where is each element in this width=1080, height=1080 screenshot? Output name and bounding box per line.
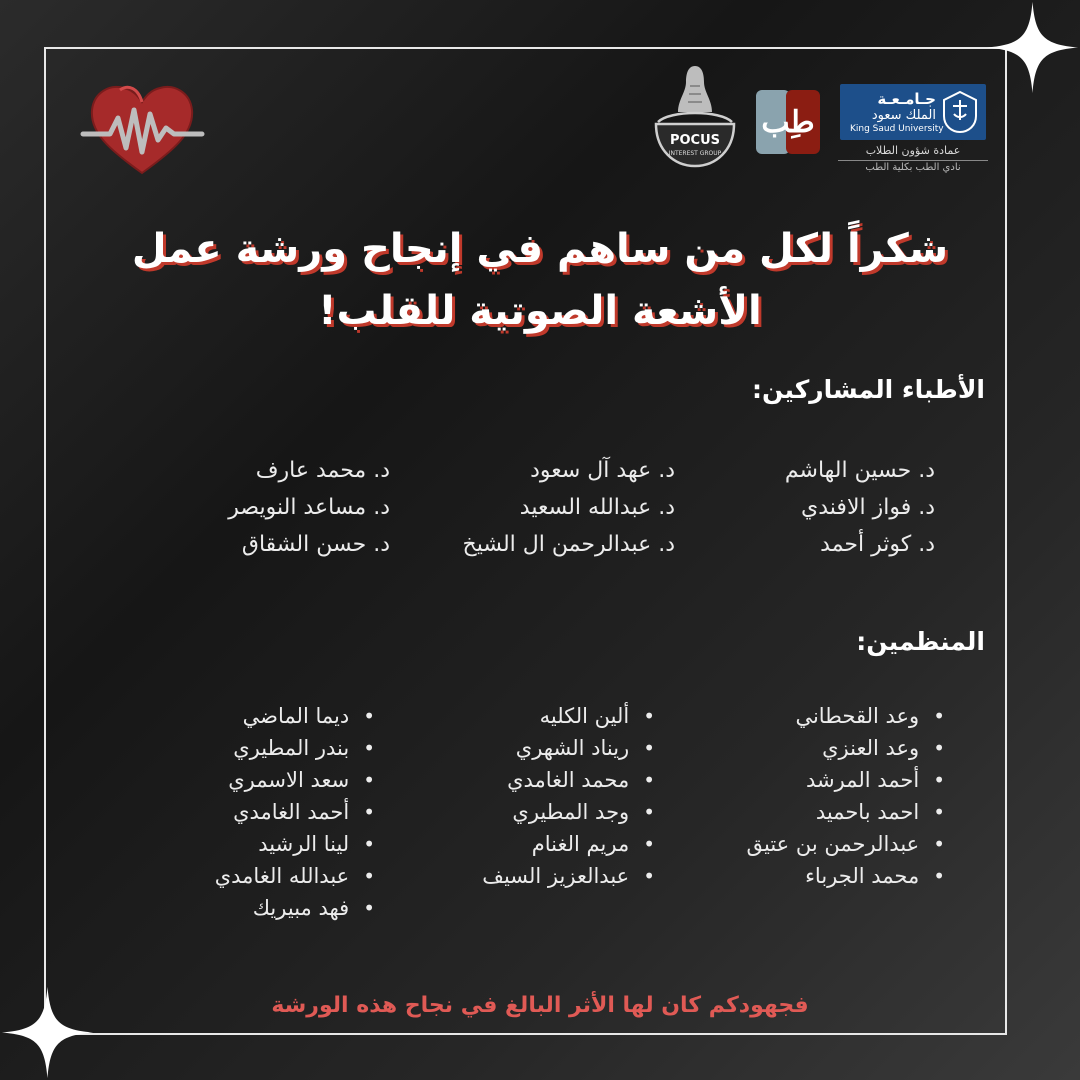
organizer-name: • محمد الغامدي [482,764,655,796]
heart-pulse-icon [80,78,205,178]
doctor-name: د. عبدالله السعيد [519,495,675,520]
organizer-name: • مريم الغنام [482,828,655,860]
organizers-column-1 [746,700,945,892]
pocus-sub: INTEREST GROUP [668,150,722,157]
ksu-english-name: King Saud University [850,124,944,134]
doctor-name: د. محمد عارف [255,458,390,483]
organizer-name: • ريناد الشهري [482,732,655,764]
doctor-name: د. حسن الشقاق [241,532,390,557]
headline-line-2: الأشعة الصوتية للقلب! [318,288,762,334]
organizer-name: • فهد مبيريك [215,892,375,924]
club-label: نادي الطب بكلية الطب [838,160,988,173]
organizer-name: • عبدالعزيز السيف [482,860,655,892]
doctors-section-title: الأطباء المشاركين: [752,375,985,404]
doctor-name: د. فواز الافندي [801,495,935,520]
organizer-name: • بندر المطيري [215,732,375,764]
organizers-section-title: المنظمين: [856,627,985,656]
doctor-name: د. عهد آل سعود [530,458,675,483]
organizer-name: • وعد العنزي [746,732,945,764]
organizer-name: • أحمد المرشد [746,764,945,796]
ksu-logo-box [840,84,986,140]
ksu-arabic-name-2: الملك سعود [871,108,936,123]
doctors-column-2 [463,452,675,563]
teb-logo [750,88,826,156]
organizer-name: • ديما الماضي [215,700,375,732]
organizer-name: • عبدالرحمن بن عتيق [746,828,945,860]
organizer-name: • أحمد الغامدي [215,796,375,828]
headline [120,218,960,342]
doctor-name: د. عبدالرحمن ال الشيخ [462,532,675,557]
organizer-name: • عبدالله الغامدي [215,860,375,892]
pocus-probe-icon [650,66,740,168]
doctor-name: د. مساعد النويصر [228,495,390,520]
organizer-name: • ألين الكليه [482,700,655,732]
organizer-name: • محمد الجرباء [746,860,945,892]
doctor-name: د. حسين الهاشم [784,458,935,483]
deanship-label: عمادة شؤون الطلاب [865,144,961,157]
organizer-name: • وعد القحطاني [746,700,945,732]
footer-message: فجهودكم كان لها الأثر البالغ في نجاح هذه الورشة [271,993,809,1018]
organizer-name: • لينا الرشيد [215,828,375,860]
sparkle-icon [985,0,1080,95]
organizers-column-2 [482,700,655,892]
doctors-column-3 [228,452,390,563]
organizer-name: • احمد باحميد [746,796,945,828]
doctor-name: د. كوثر أحمد [820,532,935,557]
pocus-logo [650,66,740,168]
ksu-seal-icon [942,90,978,134]
teb-letter: طِب [761,105,815,140]
pocus-name: POCUS [669,133,721,148]
headline-line-1: شكراً لكل من ساهم في إنجاح ورشة عمل [131,226,949,272]
organizers-column-3 [215,700,375,924]
organizer-name: • وجد المطيري [482,796,655,828]
ksu-arabic-name: جـامـعـة [877,90,936,108]
organizer-name: • سعد الاسمري [215,764,375,796]
doctors-column-1 [785,452,935,563]
ksu-logo [838,84,990,174]
